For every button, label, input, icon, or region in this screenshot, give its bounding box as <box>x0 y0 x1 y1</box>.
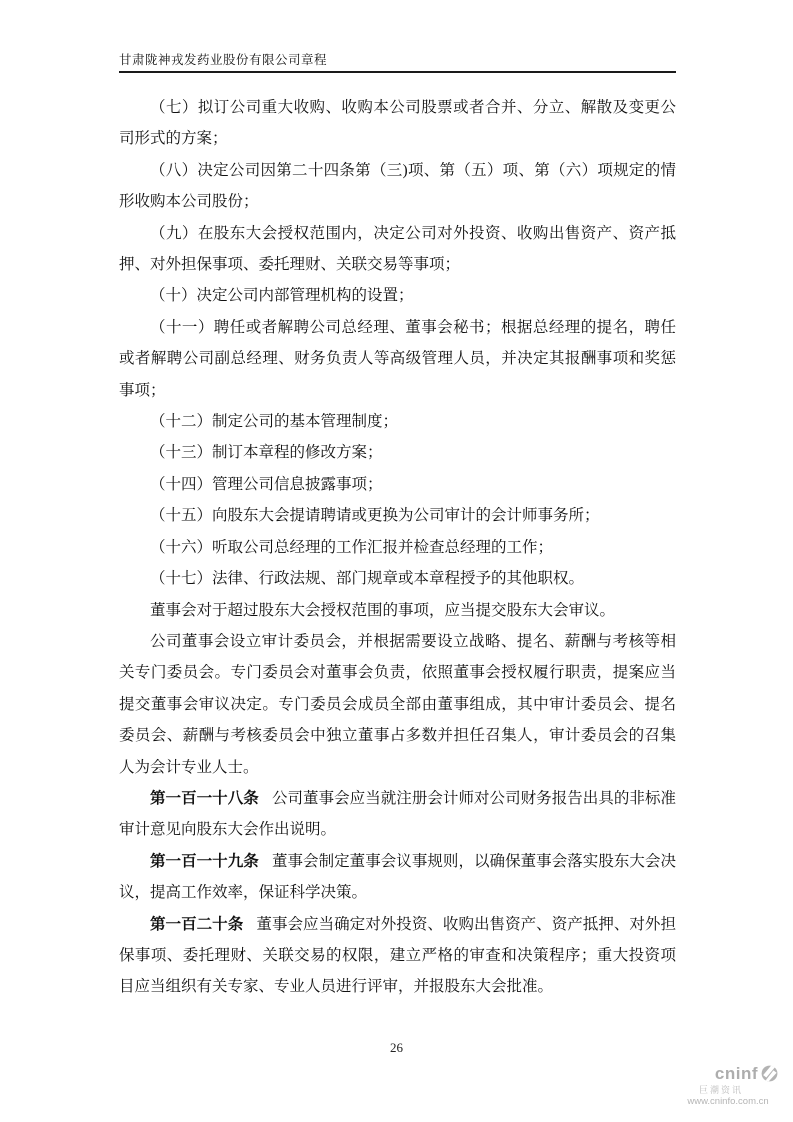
clause-paragraph: （十二）制定公司的基本管理制度； <box>150 413 399 431</box>
cninfo-chinese-name: 巨潮资讯 <box>698 1084 743 1095</box>
clause-paragraph: （十七）法律、行政法规、部门规章或本章程授予的其他职权。 <box>150 570 585 588</box>
article-number: 第一百一十八条 <box>150 789 259 807</box>
document-header <box>119 50 676 73</box>
clause-paragraph: （七）拟订公司重大收购、收购本公司股票或者合并、分立、解散及变更公司形式的方案； <box>119 99 676 148</box>
article-paragraph <box>119 846 676 909</box>
article-text: 公司董事会应当就注册会计师对公司财务报告出具的非标准审计意见向股东大会作出说明。 <box>119 789 676 839</box>
clause-paragraph: （十）决定公司内部管理机构的设置； <box>150 287 414 305</box>
article-text: 董事会制定董事会议事规则，以确保董事会落实股东大会决议，提高工作效率，保证科学决策。 <box>119 852 676 902</box>
cninfo-swirl-icon <box>760 1064 779 1083</box>
clause-paragraph: （十六）听取公司总经理的工作汇报并检查总经理的工作； <box>150 538 554 556</box>
clause-paragraph: （十五）向股东大会提请聘请或更换为公司审计的会计师事务所； <box>150 507 600 525</box>
article-number: 第一百一十九条 <box>150 852 259 870</box>
article-number: 第一百二十条 <box>150 915 244 933</box>
body-paragraph: 公司董事会设立审计委员会，并根据需要设立战略、提名、薪酬与考核等相关专门委员会。专门委员会对董事会负责，依照董事会授权履行职责，提案应当提交董事会审议决定。专门委员会成员全部由董事组成，其中审计委员会、提名委员会、薪酬与考核委员会中独立董事占多数并担任召集人，审计委员会的召集人为会计专业人士。 <box>119 632 676 776</box>
clause-paragraph: （十四）管理公司信息披露事项； <box>150 475 383 493</box>
page-number: 26 <box>390 1040 403 1055</box>
document-title: 甘肃陇神戎发药业股份有限公司章程 <box>119 53 328 67</box>
article-text: 董事会应当确定对外投资、收购出售资产、资产抵押、对外担保事项、委托理财、关联交易的权限，建立严格的审查和决策程序；重大投资项目应当组织有关专家、专业人员进行评审，并报股东大会批准。 <box>119 915 676 996</box>
clause-paragraph: （八）决定公司因第二十四条第（三)项、第（五）项、第（六）项规定的情形收购本公司股份； <box>119 161 676 211</box>
clause-paragraph: （九）在股东大会授权范围内，决定公司对外投资、收购出售资产、资产抵押、对外担保事项、委托理财、关联交易等事项； <box>119 224 676 274</box>
body-paragraph: 董事会对于超过股东大会授权范围的事项，应当提交股东大会审议。 <box>150 601 616 619</box>
cninfo-logo-text: cninf <box>714 1064 758 1084</box>
document-body <box>119 92 676 1003</box>
article-paragraph <box>119 783 676 846</box>
clause-paragraph: （十一）聘任或者解聘公司总经理、董事会秘书；根据总经理的提名，聘任或者解聘公司副总经理、财务负责人等高级管理人员，并决定其报酬事项和奖惩事项； <box>119 318 676 399</box>
article-paragraph <box>119 909 676 1003</box>
cninfo-url: www.cninfo.com.cn <box>687 1096 769 1108</box>
cninfo-watermark <box>673 1064 783 1108</box>
clause-paragraph: （十三）制订本章程的修改方案； <box>150 444 383 462</box>
